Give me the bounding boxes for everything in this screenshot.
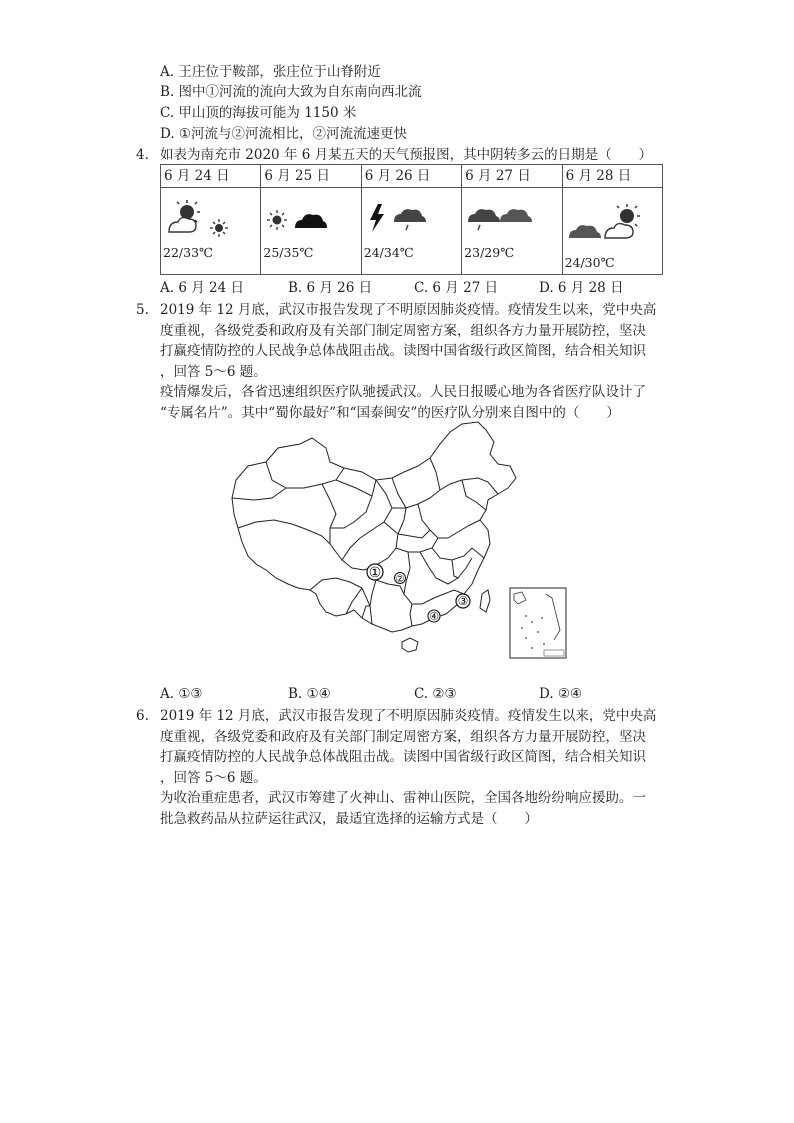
q6-question-line: 为收治重症患者，武汉市筹建了火神山、雷神山医院，全国各地纷纷响应援助。一 [160, 790, 646, 806]
q4-option-c[interactable]: C. 6 月 27 日 [414, 280, 499, 296]
q3-option-d: D. ①河流与②河流相比，②河流流速更快 [160, 126, 408, 142]
q4-number: 4. [136, 147, 149, 163]
date-cell: 6 月 25 日 [261, 165, 361, 188]
cloud-icon [500, 209, 532, 222]
q6-question-line: 批急救药品从拉萨运往武汉，最适宜选择的运输方式是（ ） [160, 810, 538, 827]
q5-question-line: “专属名片”。其中“蜀你最好”和“国泰闽安”的医疗队分别来自图中的（ ） [160, 404, 620, 421]
cloud-icon [295, 214, 327, 228]
thunder-icon [370, 204, 384, 232]
marker-4 [428, 610, 440, 623]
rain-cloud-icons [466, 198, 556, 242]
marker-3 [456, 594, 470, 608]
q6-body [160, 706, 665, 829]
weather-forecast-table [160, 164, 663, 275]
weather-cell [361, 188, 461, 275]
hainan-island [402, 638, 418, 652]
q5-intro-line: 打赢疫情防控的人民战争总体战阻击战。读图中国省级行政区简图，结合相关知识 [160, 343, 646, 359]
q5-number: 5. [136, 302, 149, 318]
q3-option-a: A. 王庄位于鞍部，张庄位于山脊附近 [160, 64, 381, 80]
china-outline [232, 422, 516, 632]
temperature-label: 23/29℃ [464, 245, 515, 260]
svg-text:①: ① [368, 565, 382, 581]
marker-1 [367, 564, 383, 581]
weather-cell [261, 188, 361, 275]
svg-text:④: ④ [429, 610, 439, 623]
marker-2 [395, 573, 406, 586]
temperature-label: 25/35℃ [263, 245, 314, 260]
q5-body [160, 300, 665, 423]
q6-intro-line: ，回答 5～6 题。 [160, 769, 267, 786]
q5-intro-line: ，回答 5～6 题。 [160, 363, 267, 380]
q4-option-a[interactable]: A. 6 月 24 日 [160, 280, 244, 296]
south-china-sea-inset [510, 588, 566, 658]
svg-text:②: ② [395, 574, 405, 585]
taiwan-island [480, 590, 490, 612]
q6-number: 6. [136, 708, 149, 724]
thunder-rain-icons [366, 198, 456, 242]
q3-option-b: B. 图中①河流的流向大致为自东南向西北流 [160, 84, 422, 100]
partly-cloudy-sun-icons [165, 198, 255, 242]
svg-text:③: ③ [457, 594, 469, 608]
q5-option-d[interactable]: D. ②④ [539, 686, 583, 702]
rain-cloud-icon [468, 209, 500, 230]
sun-icon [210, 219, 228, 237]
temperature-label: 22/33℃ [163, 245, 214, 260]
q5-option-b[interactable]: B. ①④ [288, 686, 331, 702]
q4-stem: 如表为南充市 2020 年 6 月某五天的天气预报图，其中阴转多云的日期是（ ） [160, 147, 653, 163]
q5-option-a[interactable]: A. ①③ [160, 686, 203, 702]
sun-icon [267, 210, 287, 230]
partly-cloudy-icon [605, 204, 640, 238]
sun-cloud-icons [265, 198, 355, 242]
china-province-map [226, 418, 574, 664]
q5-question-line: 疫情爆发后，各省迅速组织医疗队驰援武汉。人民日报暖心地为各省医疗队设计了 [160, 384, 646, 400]
date-cell: 6 月 26 日 [361, 165, 461, 188]
temperature-label: 24/34℃ [363, 245, 414, 260]
weather-cell [462, 188, 562, 275]
partly-cloudy-icon [169, 200, 200, 232]
date-cell: 6 月 28 日 [562, 165, 662, 188]
cloud-icon [569, 225, 601, 238]
q6-intro-line: 打赢疫情防控的人民战争总体战阻击战。读图中国省级行政区简图，结合相关知识 [160, 749, 646, 765]
date-cell: 6 月 24 日 [161, 165, 261, 188]
rain-cloud-icon [394, 209, 426, 230]
q6-intro-line: 2019 年 12 月底，武汉市报告发现了不明原因肺炎疫情。疫情发生以来，党中央高 [160, 708, 657, 724]
q4-option-d[interactable]: D. 6 月 28 日 [539, 280, 624, 296]
q5-option-c[interactable]: C. ②③ [414, 686, 457, 702]
q5-intro-line: 度重视，各级党委和政府及有关部门制定周密方案，组织各方力量开展防控，坚决 [160, 322, 646, 339]
q6-intro-line: 度重视，各级党委和政府及有关部门制定周密方案，组织各方力量开展防控，坚决 [160, 728, 646, 745]
q3-option-c: C. 甲山顶的海拔可能为 1150 米 [160, 105, 357, 121]
temperature-label: 24/30℃ [564, 255, 615, 270]
q4-option-b[interactable]: B. 6 月 26 日 [288, 280, 373, 296]
weather-cell [562, 188, 662, 275]
q5-intro-line: 2019 年 12 月底，武汉市报告发现了不明原因肺炎疫情。疫情发生以来，党中央高 [160, 302, 657, 318]
cloud-partly-cloudy-icons [567, 198, 663, 246]
date-cell: 6 月 27 日 [462, 165, 562, 188]
weather-cell [161, 188, 261, 275]
